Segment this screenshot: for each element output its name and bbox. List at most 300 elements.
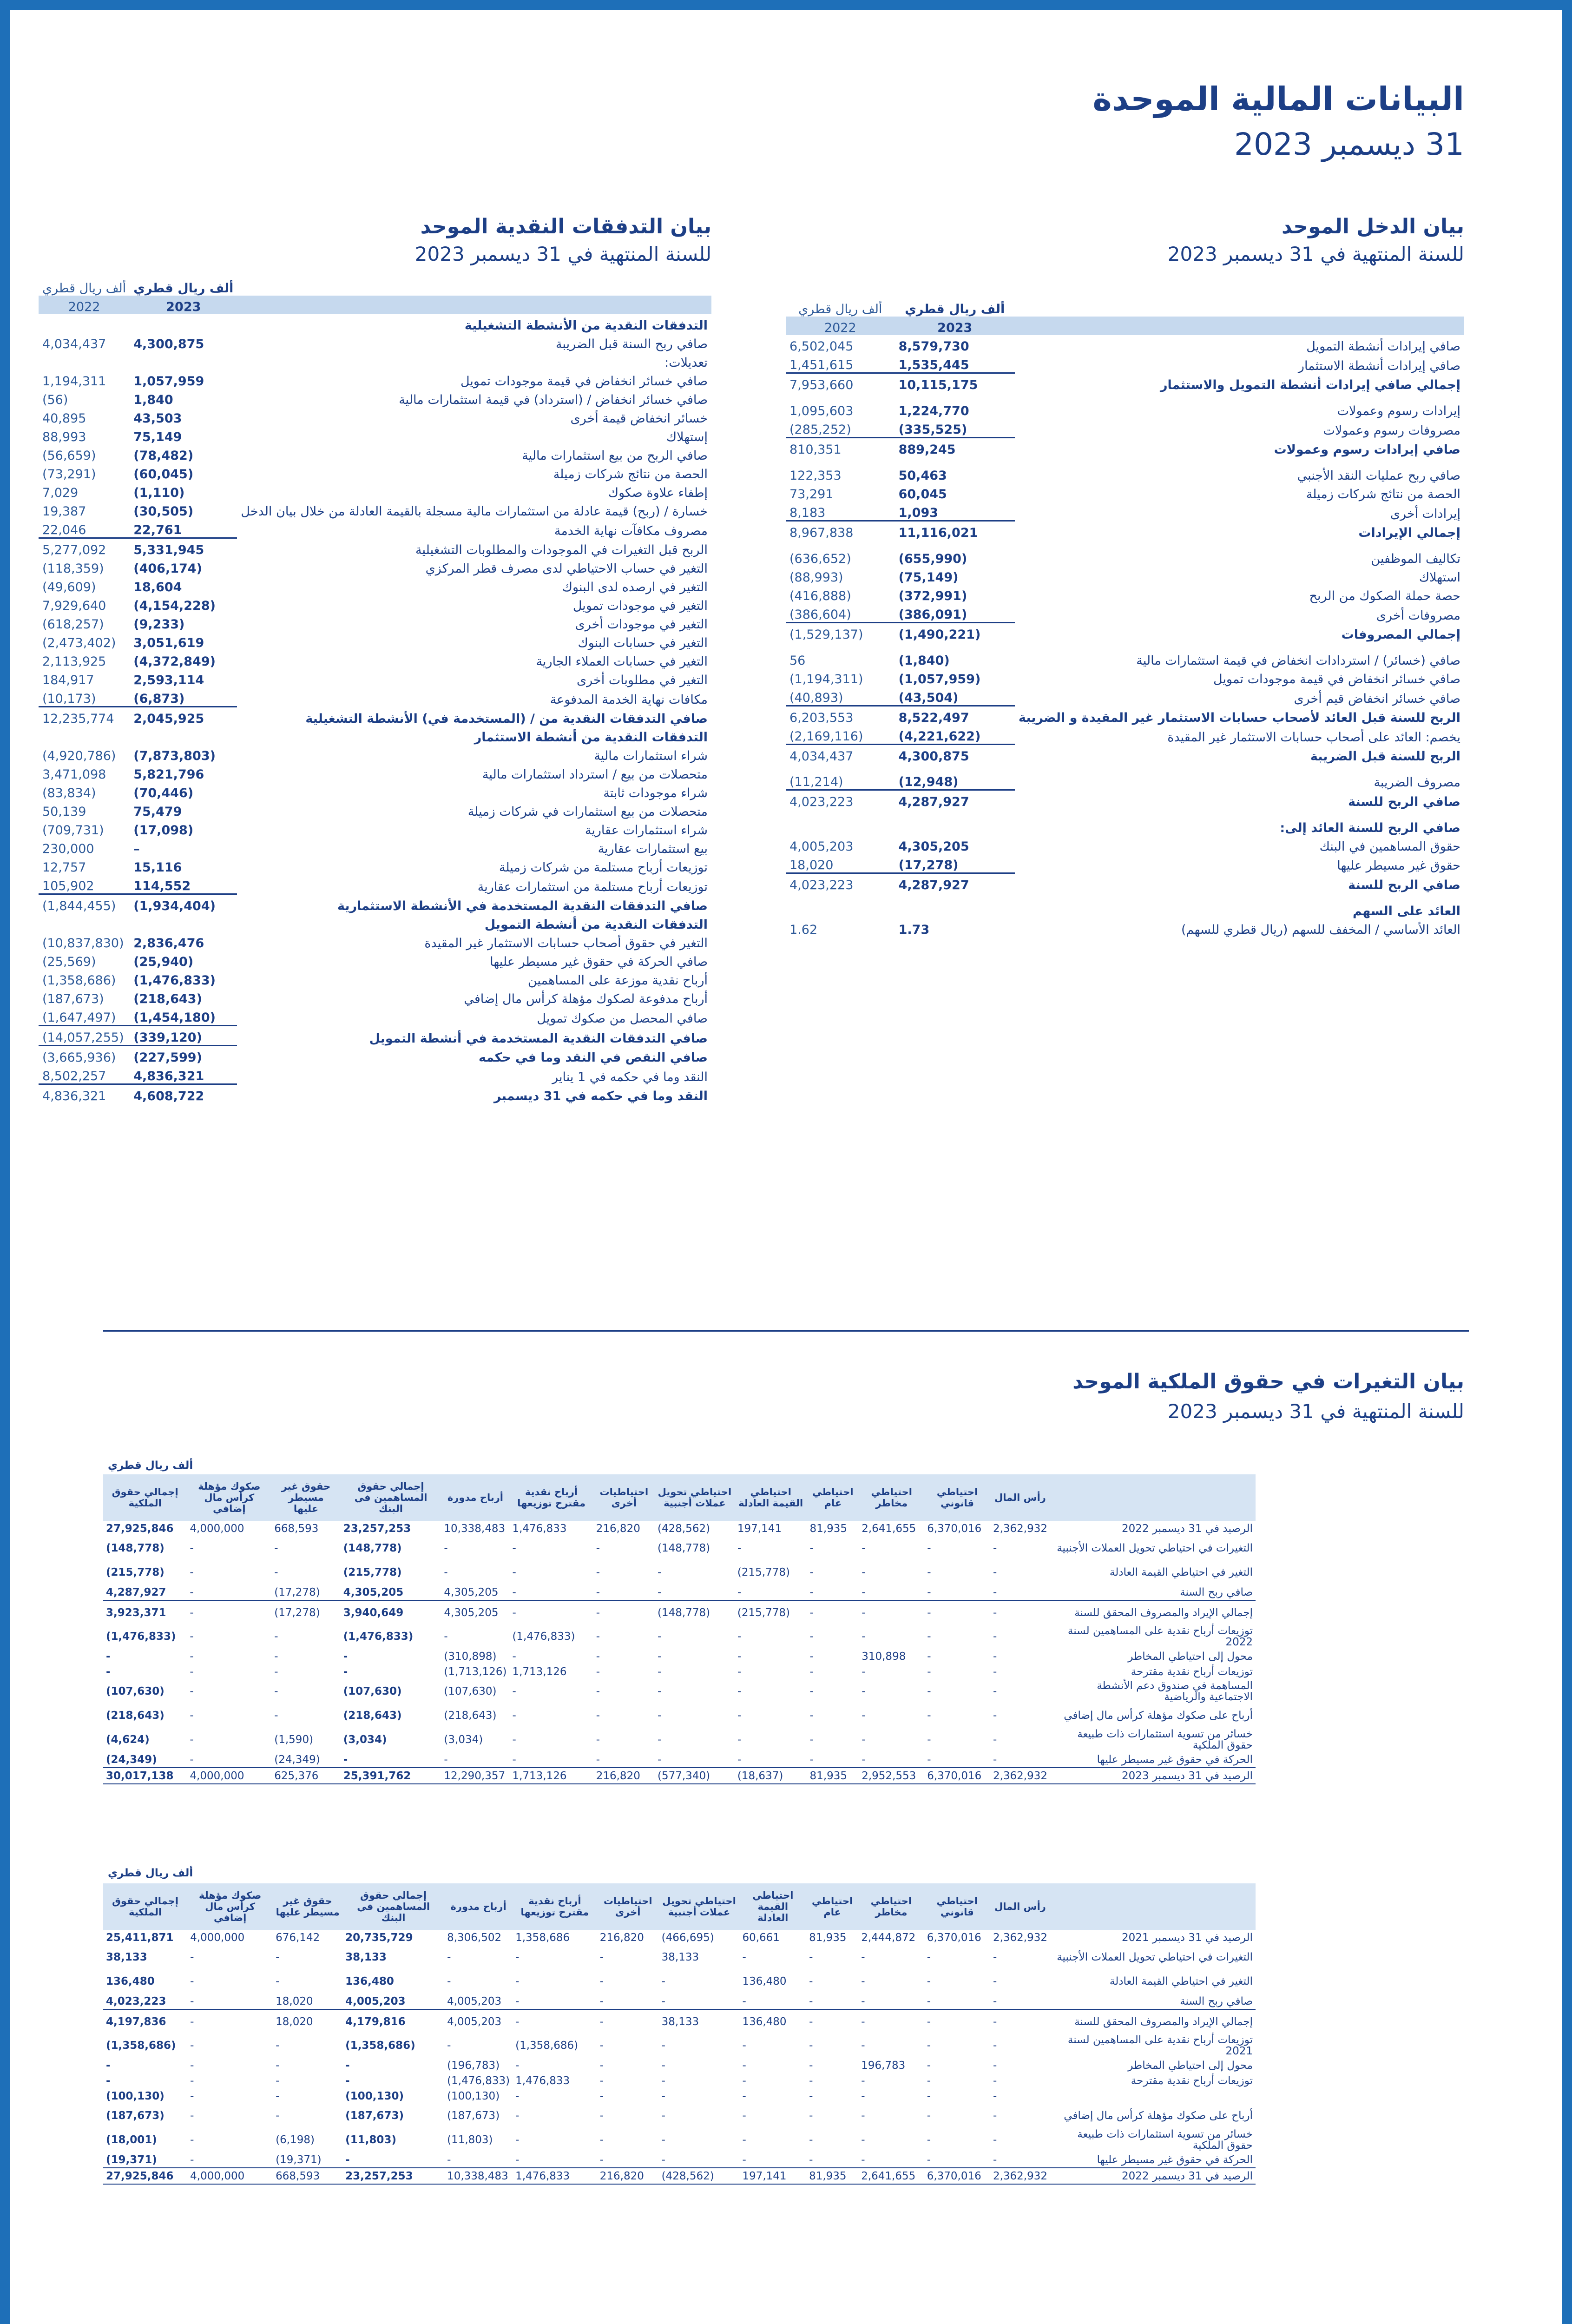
equity-cell: 6,370,016 bbox=[927, 1522, 982, 1535]
value-2022: (14,057,255) bbox=[39, 1026, 130, 1046]
equity-cell: - bbox=[596, 1566, 600, 1578]
value-2022: 8,183 bbox=[789, 506, 826, 520]
value-2023: 4,300,875 bbox=[895, 745, 1015, 764]
equity-cell: - bbox=[512, 1753, 516, 1766]
value-2023: (7,873,803) bbox=[133, 749, 216, 763]
equity-cell: 4,305,205 bbox=[441, 1600, 509, 1624]
row-label: إجمالي الإيرادات bbox=[1358, 526, 1460, 540]
value-2022: (10,837,830) bbox=[42, 936, 124, 951]
equity-row bbox=[103, 1768, 1256, 1784]
equity-cell: (148,778) bbox=[655, 1600, 735, 1624]
value-2023: (1,490,221) bbox=[895, 623, 1015, 642]
equity-cell: (4,624) bbox=[106, 1734, 150, 1746]
statement-row bbox=[786, 373, 1464, 393]
cash-unit-2022: ألف ريال قطري bbox=[42, 281, 126, 296]
equity-row bbox=[103, 1664, 1256, 1679]
equity-cell: 1,476,833 bbox=[512, 1522, 567, 1535]
equity-row-label: الرصيد في 31 ديسمبر 2022 bbox=[1122, 1522, 1253, 1535]
value-2023: (75,149) bbox=[898, 570, 959, 585]
equity-cell: - bbox=[190, 1995, 194, 2007]
equity-row bbox=[103, 1624, 1256, 1649]
equity-cell: - bbox=[447, 2040, 451, 2052]
equity-cell: - bbox=[927, 1665, 931, 1678]
statement-row bbox=[39, 913, 711, 932]
equity-cell: - bbox=[927, 1566, 931, 1578]
equity-cell: - bbox=[190, 2153, 194, 2166]
equity-cell: - bbox=[737, 1542, 742, 1554]
equity-cell: - bbox=[806, 2009, 858, 2034]
equity-row-label: الحركة في حقوق غير مسيطر عليها bbox=[1097, 1753, 1253, 1766]
statement-row bbox=[39, 389, 711, 407]
equity-row bbox=[103, 1945, 1256, 1969]
value-2023: (386,091) bbox=[898, 607, 967, 622]
equity-cell: - bbox=[512, 1542, 516, 1554]
value-2022: (187,673) bbox=[42, 992, 104, 1006]
value-2022: 8,967,838 bbox=[786, 521, 895, 541]
value-2022: (285,252) bbox=[789, 423, 851, 437]
equity-cell: - bbox=[742, 2153, 746, 2166]
value-2023: 4,836,321 bbox=[133, 1069, 204, 1083]
equity-row bbox=[103, 2088, 1256, 2104]
row-label: صافي الربح للسنة العائد إلى: bbox=[1280, 820, 1460, 835]
income-unit-2022: ألف ريال قطري bbox=[798, 302, 882, 317]
equity-row bbox=[103, 1560, 1256, 1585]
row-label: أرباح مدفوعة لصكوك مؤهلة كرأس مال إضافي bbox=[464, 992, 708, 1006]
value-2023: (17,098) bbox=[133, 823, 194, 838]
equity-cell: - bbox=[809, 1665, 814, 1678]
statement-row bbox=[39, 969, 711, 988]
equity-cell: - bbox=[515, 2153, 520, 2166]
equity-row bbox=[103, 1649, 1256, 1664]
equity-cell: 136,480 bbox=[742, 1975, 787, 1987]
equity-row-label: التغير في احتياطي القيمة العادلة bbox=[1109, 1975, 1253, 1987]
value-2023: 75,479 bbox=[133, 805, 182, 819]
statement-row bbox=[39, 763, 711, 782]
value-2022 bbox=[39, 726, 130, 745]
equity-column-header bbox=[1050, 1474, 1256, 1521]
row-label: استهلاك bbox=[1419, 570, 1460, 585]
equity-cell: (1,358,686) bbox=[345, 2040, 415, 2052]
statement-row bbox=[39, 314, 711, 333]
value-2023: 75,149 bbox=[133, 430, 182, 444]
value-2022: 19,387 bbox=[42, 504, 86, 519]
equity-cell: - bbox=[515, 1975, 520, 1987]
row-label: صافي (خسائر) / استردادات انخفاض في قيمة استثمارات مالية bbox=[1136, 654, 1460, 668]
equity-cell: - bbox=[809, 2074, 813, 2087]
equity-cell: (148,778) bbox=[106, 1542, 164, 1554]
equity-cell: - bbox=[106, 2059, 111, 2072]
equity-cell: - bbox=[742, 2090, 746, 2102]
equity-cell: - bbox=[927, 1685, 931, 1697]
equity-cell: - bbox=[190, 2074, 194, 2087]
row-label: التغير في حقوق أصحاب حسابات الاستثمار غير المقيدة bbox=[424, 936, 708, 951]
value-2022: 7,029 bbox=[42, 486, 79, 500]
equity-cell: 216,820 bbox=[599, 1931, 644, 1944]
value-2023: 2,045,925 bbox=[130, 707, 237, 726]
value-2023: (335,525) bbox=[898, 423, 967, 437]
equity-row bbox=[103, 1930, 1256, 1945]
equity-cell: - bbox=[276, 1975, 280, 1987]
equity-cell: - bbox=[343, 1753, 348, 1766]
statement-row bbox=[786, 438, 1464, 457]
equity-row bbox=[103, 2009, 1256, 2034]
equity-cell: - bbox=[343, 1650, 348, 1663]
equity-cell: - bbox=[597, 2009, 659, 2034]
equity-cell: - bbox=[993, 2040, 997, 2052]
equity-row-label: توزيعات أرباح نقدية على المساهمين لسنة 2022 bbox=[1067, 1625, 1253, 1648]
equity-cell: 2,362,932 bbox=[993, 1931, 1047, 1944]
equity-cell: (428,562) bbox=[659, 2168, 740, 2184]
equity-cell: 4,005,203 bbox=[447, 1995, 502, 2007]
equity-cell: - bbox=[927, 2110, 931, 2122]
equity-row-label: المساهمة في صندوق دعم الأنشطة الاجتماعية والرياضية bbox=[1097, 1680, 1253, 1703]
equity-cell: - bbox=[993, 1665, 997, 1678]
equity-cell: - bbox=[927, 1975, 931, 1987]
equity-cell: (1,590) bbox=[274, 1734, 314, 1746]
equity-column-header: أرباح مدورة bbox=[441, 1474, 509, 1521]
equity-cell: - bbox=[924, 2009, 990, 2034]
equity-cell: - bbox=[657, 1753, 662, 1766]
cash-year-2023: 2023 bbox=[130, 296, 237, 314]
value-2023: (1,934,404) bbox=[130, 894, 237, 914]
value-2022: 4,023,223 bbox=[786, 873, 895, 892]
row-label: إجمالي صافي إيرادات أنشطة التمويل والاستثمار bbox=[1160, 378, 1460, 392]
value-2022: 8,502,257 bbox=[42, 1069, 106, 1083]
equity-cell: (215,778) bbox=[737, 1566, 790, 1578]
equity-cell: 136,480 bbox=[345, 1975, 394, 1987]
equity-cell: 4,005,203 bbox=[444, 2009, 513, 2034]
statement-row bbox=[39, 632, 711, 650]
statement-row bbox=[39, 1026, 711, 1046]
row-label: صافي خسائر انخفاض في قيمة موجودات تمويل bbox=[460, 374, 708, 389]
equity-row bbox=[103, 2073, 1256, 2088]
value-2022: 7,929,640 bbox=[42, 599, 106, 613]
equity-cell: - bbox=[927, 1586, 931, 1598]
equity-cell: (24,349) bbox=[106, 1753, 157, 1766]
equity-cell: 136,480 bbox=[106, 1975, 155, 1987]
statement-row bbox=[786, 918, 1464, 937]
equity-cell: - bbox=[927, 1710, 931, 1722]
value-2023 bbox=[130, 913, 237, 932]
value-2023: 10,115,175 bbox=[895, 373, 1015, 393]
equity-cell: - bbox=[274, 1665, 278, 1678]
equity-cell: - bbox=[861, 2090, 865, 2102]
equity-cell: 216,820 bbox=[593, 1768, 655, 1784]
statement-row bbox=[786, 764, 1464, 790]
equity-cell: - bbox=[993, 2110, 997, 2122]
equity-cell: - bbox=[927, 1734, 931, 1746]
row-label: الربح قبل التغيرات في الموجودات والمطلوبات التشغيلية bbox=[415, 543, 708, 557]
equity-row-label: الرصيد في 31 ديسمبر 2023 bbox=[1050, 1768, 1256, 1784]
equity-cell: (218,643) bbox=[106, 1710, 164, 1722]
equity-cell: - bbox=[444, 1542, 448, 1554]
equity-cell: - bbox=[927, 1650, 931, 1663]
equity-cell: - bbox=[927, 2040, 931, 2052]
value-2023: 1,093 bbox=[898, 506, 939, 520]
value-2023: (70,446) bbox=[133, 786, 194, 800]
value-2022: (1,844,455) bbox=[39, 894, 130, 914]
row-label: حقوق غير مسيطر عليها bbox=[1337, 858, 1460, 873]
equity-cell: (19,371) bbox=[276, 2153, 322, 2166]
row-label: النقد وما في حكمه في 31 ديسمبر bbox=[493, 1089, 708, 1103]
value-2022 bbox=[786, 809, 895, 835]
equity-cell: - bbox=[444, 1566, 448, 1578]
value-2022: (2,473,402) bbox=[42, 636, 116, 650]
equity-cell: - bbox=[737, 1685, 742, 1697]
equity-row-label: توزيعات أرباح نقدية على المساهمين لسنة 2021 bbox=[1067, 2034, 1253, 2057]
equity-header-row bbox=[103, 1883, 1256, 1930]
equity-cell: - bbox=[742, 2134, 746, 2146]
value-2023: (218,643) bbox=[133, 992, 202, 1006]
row-label: بيع استثمارات عقارية bbox=[598, 842, 708, 856]
equity-cell: - bbox=[862, 1566, 866, 1578]
value-2023: (1,840) bbox=[898, 654, 950, 668]
cash-unit-2023: ألف ريال قطري bbox=[133, 281, 234, 296]
row-label: إجمالي المصروفات bbox=[1341, 627, 1460, 642]
equity-cell: 10,338,483 bbox=[444, 2168, 513, 2184]
equity-cell: - bbox=[927, 2059, 931, 2072]
row-label: صافي خسائر انخفاض في قيمة موجودات تمويل bbox=[1213, 672, 1460, 687]
row-label: التغير في حسابات العملاء الجارية bbox=[536, 654, 708, 669]
value-2022: 7,953,660 bbox=[786, 373, 895, 393]
equity-cell: 38,133 bbox=[345, 1951, 387, 1963]
value-2023: (1,057,959) bbox=[898, 672, 981, 687]
row-label: صافي التدفقات النقدية المستخدمة في أنشطة التمويل bbox=[369, 1031, 708, 1046]
value-2022: 1,451,615 bbox=[789, 358, 854, 372]
equity-cell: 4,000,000 bbox=[187, 1768, 271, 1784]
equity-cell: - bbox=[276, 2059, 280, 2072]
equity-cell: - bbox=[106, 2074, 111, 2087]
equity-cell: - bbox=[737, 1631, 742, 1643]
equity-cell: - bbox=[809, 2153, 813, 2166]
statement-row bbox=[39, 576, 711, 594]
value-2023: (4,372,849) bbox=[133, 654, 216, 669]
row-label: صافي إيرادات رسوم وعمولات bbox=[1274, 442, 1460, 457]
equity-cell: - bbox=[737, 1753, 742, 1766]
equity-row-label: خسائر من تسوية استثمارات ذات طبيعة حقوق الملكية bbox=[1077, 2128, 1253, 2152]
equity-row bbox=[103, 2128, 1256, 2152]
equity-cell: - bbox=[809, 1586, 814, 1598]
equity-cell: - bbox=[190, 1566, 194, 1578]
equity-cell: (1,476,833) bbox=[512, 1631, 575, 1643]
income-unit-2023: ألف ريال قطري bbox=[905, 302, 1005, 317]
equity-cell: - bbox=[512, 1710, 516, 1722]
row-label: الربح للسنة قبل العائد لأصحاب حسابات الاستثمار غير المقيدة و الضريبة bbox=[1018, 711, 1460, 725]
equity-cell: - bbox=[861, 1975, 865, 1987]
equity-cell: - bbox=[190, 1685, 194, 1697]
row-label: العائد الأساسي / المخفف للسهم (ريال قطري للسهم) bbox=[1181, 922, 1460, 937]
equity-cell: (1,476,833) bbox=[106, 1631, 176, 1643]
row-label: الربح للسنة قبل الضريبة bbox=[1310, 749, 1460, 764]
equity-cell: 27,925,846 bbox=[103, 2168, 187, 2184]
equity-cell: - bbox=[276, 1951, 280, 1963]
statement-row bbox=[39, 800, 711, 819]
value-2022: (4,920,786) bbox=[42, 749, 116, 763]
equity-cell: - bbox=[809, 1650, 814, 1663]
value-2023: (1,454,180) bbox=[133, 1010, 216, 1025]
value-2022: (56) bbox=[42, 393, 68, 407]
equity-cell: - bbox=[444, 1631, 448, 1643]
page-title: البيانات المالية الموحدة bbox=[1092, 80, 1464, 118]
equity-row-label: التغير في احتياطي القيمة العادلة bbox=[1109, 1566, 1253, 1578]
statement-row bbox=[39, 1006, 711, 1026]
equity-cell: - bbox=[661, 1975, 665, 1987]
value-2022: 6,203,553 bbox=[786, 706, 895, 726]
row-label: صافي إيرادات أنشطة التمويل bbox=[1306, 339, 1460, 354]
equity-cell: - bbox=[859, 1600, 924, 1624]
equity-row bbox=[103, 1752, 1256, 1768]
value-2023: 8,579,730 bbox=[898, 339, 969, 354]
equity-cell: - bbox=[599, 2110, 604, 2122]
statement-row bbox=[39, 538, 711, 558]
equity-cell: - bbox=[858, 2009, 924, 2034]
statement-row bbox=[39, 613, 711, 632]
row-label: صافي الحركة في حقوق غير مسيطر عليها bbox=[490, 955, 708, 969]
equity-cell: 27,925,846 bbox=[106, 1522, 174, 1535]
equity-cell: - bbox=[599, 2040, 604, 2052]
equity-cell: - bbox=[274, 1631, 278, 1643]
statement-row bbox=[786, 418, 1464, 438]
equity-cell: - bbox=[106, 1650, 111, 1663]
statement-row bbox=[786, 540, 1464, 566]
equity-column-header: صكوك مؤهلة كرأس مال إضافي bbox=[187, 1474, 271, 1521]
equity-cell: - bbox=[742, 2110, 746, 2122]
statement-row bbox=[39, 370, 711, 389]
equity-column-header: احتياطيات أخرى bbox=[597, 1883, 659, 1930]
equity-cell: - bbox=[661, 2059, 665, 2072]
equity-cell: - bbox=[657, 1734, 662, 1746]
row-label: خسارة / (ربح) قيمة عادلة من استثمارات مالية مسجلة بالقيمة العادلة من خلال بيان الدخل bbox=[241, 504, 708, 519]
statement-row bbox=[39, 819, 711, 838]
statement-row bbox=[39, 988, 711, 1006]
equity-cell: - bbox=[993, 1995, 997, 2007]
equity-cell: - bbox=[737, 1710, 742, 1722]
equity-cell: - bbox=[596, 1734, 600, 1746]
equity-cell: (187,673) bbox=[106, 2110, 164, 2122]
equity-cell: 4,287,927 bbox=[106, 1586, 166, 1598]
equity-subtitle: للسنة المنتهية في 31 ديسمبر 2023 bbox=[1167, 1400, 1464, 1423]
equity-row bbox=[103, 1994, 1256, 2009]
page-subtitle: 31 ديسمبر 2023 bbox=[1234, 126, 1464, 162]
statement-row bbox=[39, 932, 711, 951]
equity-cell: - bbox=[190, 2090, 194, 2102]
equity-cell: - bbox=[106, 1665, 111, 1678]
equity-cell: - bbox=[737, 1586, 742, 1598]
value-2022: 3,471,098 bbox=[42, 767, 106, 782]
equity-column-header: احتياطي قانوني bbox=[924, 1474, 990, 1521]
equity-cell: 81,935 bbox=[809, 1931, 847, 1944]
equity-cell: - bbox=[927, 2074, 931, 2087]
equity-cell: (3,034) bbox=[343, 1734, 387, 1746]
value-2023: 889,245 bbox=[895, 438, 1015, 457]
equity-cell: (148,778) bbox=[343, 1542, 402, 1554]
row-label: شراء موجودات ثابتة bbox=[603, 786, 708, 800]
equity-cell: - bbox=[927, 1995, 931, 2007]
equity-cell: 4,000,000 bbox=[187, 2168, 273, 2184]
value-2022: 50,139 bbox=[42, 805, 86, 819]
equity-cell: - bbox=[190, 2134, 194, 2146]
value-2022: 105,902 bbox=[42, 879, 94, 893]
equity-table-2023 bbox=[103, 1474, 1256, 1784]
equity-cell: 25,411,871 bbox=[106, 1931, 174, 1944]
equity-row-label: توزيعات أرباح نقدية مقترحة bbox=[1131, 1665, 1253, 1678]
equity-cell: - bbox=[661, 2110, 665, 2122]
statement-row bbox=[39, 1046, 711, 1065]
row-label: حقوق المساهمين في البنك bbox=[1319, 839, 1460, 854]
equity-unit-2022: ألف ريال قطري bbox=[108, 1867, 193, 1879]
equity-cell: - bbox=[742, 2074, 746, 2087]
statement-row bbox=[39, 463, 711, 482]
statement-row bbox=[39, 838, 711, 856]
equity-cell: 4,005,203 bbox=[345, 1995, 406, 2007]
cashflow-title: بيان التدفقات النقدية الموحد bbox=[420, 215, 711, 238]
equity-cell: - bbox=[737, 1650, 742, 1663]
equity-cell: - bbox=[993, 1650, 997, 1663]
statement-row bbox=[39, 500, 711, 519]
value-2022: (56,659) bbox=[42, 449, 96, 463]
statement-row bbox=[786, 873, 1464, 892]
equity-cell: (196,783) bbox=[447, 2059, 500, 2072]
equity-cell: - bbox=[742, 2059, 746, 2072]
equity-row-label: الرصيد في 31 ديسمبر 2022 bbox=[1050, 2168, 1256, 2184]
equity-cell: - bbox=[447, 1951, 451, 1963]
statement-row bbox=[786, 335, 1464, 354]
equity-cell: - bbox=[809, 1685, 814, 1697]
equity-cell: - bbox=[274, 1566, 278, 1578]
equity-row bbox=[103, 2058, 1256, 2073]
value-2022: (88,993) bbox=[789, 570, 843, 585]
equity-cell: 1,476,833 bbox=[513, 2168, 597, 2184]
equity-cell: 668,593 bbox=[274, 1522, 319, 1535]
value-2022: (1,358,686) bbox=[42, 973, 116, 988]
equity-cell: (428,562) bbox=[657, 1522, 710, 1535]
equity-cell: 2,362,932 bbox=[990, 2168, 1050, 2184]
value-2023: 1,057,959 bbox=[133, 374, 204, 389]
value-2023: (30,505) bbox=[133, 504, 194, 519]
value-2022: 40,895 bbox=[42, 411, 86, 426]
equity-cell: 4,305,205 bbox=[343, 1586, 404, 1598]
equity-cell: - bbox=[661, 1995, 665, 2007]
statement-row bbox=[39, 726, 711, 745]
equity-cell: - bbox=[862, 1734, 866, 1746]
equity-cell: - bbox=[809, 1753, 814, 1766]
row-label: تعديلات: bbox=[664, 356, 708, 370]
equity-row bbox=[103, 1585, 1256, 1600]
statement-row bbox=[786, 392, 1464, 418]
statement-row bbox=[786, 566, 1464, 585]
statement-row bbox=[39, 669, 711, 687]
income-year-2022: 2022 bbox=[786, 317, 895, 335]
income-subtitle: للسنة المنتهية في 31 ديسمبر 2023 bbox=[1167, 243, 1464, 265]
equity-cell: (187,673) bbox=[345, 2110, 404, 2122]
equity-cell: 6,370,016 bbox=[924, 2168, 990, 2184]
equity-cell: - bbox=[513, 2009, 597, 2034]
value-2023: (406,174) bbox=[133, 561, 202, 576]
value-2022: (416,888) bbox=[789, 589, 851, 603]
equity-column-header: احتياطيات أخرى bbox=[593, 1474, 655, 1521]
equity-cell: (1,358,686) bbox=[515, 2040, 579, 2052]
value-2023: 22,761 bbox=[133, 523, 182, 537]
value-2022: (709,731) bbox=[42, 823, 104, 838]
value-2022 bbox=[39, 351, 130, 370]
equity-cell: (100,130) bbox=[345, 2090, 404, 2102]
row-label: صافي التدفقات النقدية من / (المستخدمة في) الأنشطة التشغيلية bbox=[305, 712, 708, 726]
income-year-2023: 2023 bbox=[895, 317, 1015, 335]
row-label: صافي التدفقات النقدية المستخدمة في الأنشطة الاستثمارية bbox=[337, 899, 708, 913]
equity-cell: (215,778) bbox=[343, 1566, 402, 1578]
equity-cell: - bbox=[190, 2040, 194, 2052]
equity-cell: - bbox=[515, 1995, 520, 2007]
